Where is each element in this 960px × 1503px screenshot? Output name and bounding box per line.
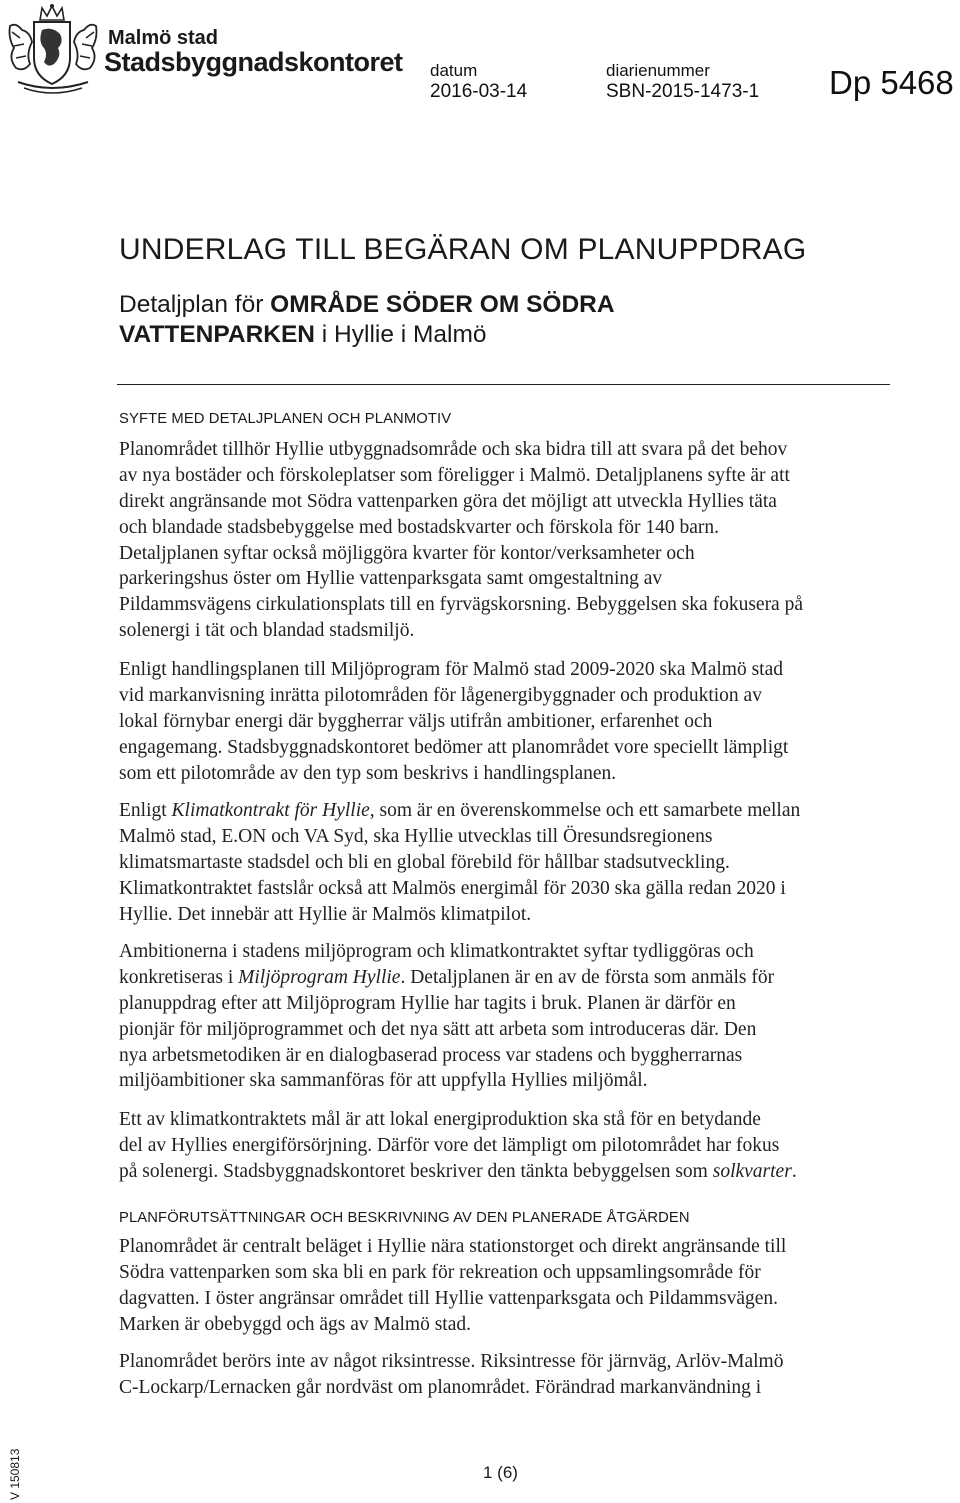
paragraph-line: pionjär för miljöprogrammet och det nya sätt att arbeta som introduceras där. Den [119, 1018, 757, 1040]
paragraph-line: och blandade stadsbebyggelse med bostadskvarter och förskola för 140 barn. [119, 516, 719, 538]
subtitle-prefix: Detaljplan för [119, 291, 271, 318]
paragraph-ambitioner [119, 939, 879, 1094]
subtitle-area-name-cont: VATTENPARKEN [119, 321, 315, 348]
paragraph-line [119, 798, 879, 824]
form-version-code: V 150813 [8, 1448, 22, 1500]
paragraph-line: solenergi i tät och blandad stadsmiljö. [119, 620, 415, 642]
malmo-coat-of-arms-logo [4, 2, 104, 98]
paragraph-line: vid markanvisning inrätta pilotområden för lågenergibyggnader och produktion av [119, 684, 762, 706]
paragraph-energiproduktion [119, 1107, 879, 1185]
paragraph-line: nya arbetsmetodiken är en dialogbaserad process var stadens och byggherrarnas [119, 1044, 743, 1066]
text-run: konkretiseras i [119, 966, 239, 988]
title-divider [117, 384, 890, 385]
italic-title: Miljöprogram Hyllie [238, 966, 401, 988]
paragraph-planomrade [119, 1234, 879, 1338]
paragraph-line [119, 1159, 879, 1185]
paragraph-line: av nya bostäder och förskoleplatser som föreligger i Malmö. Detaljplanens syfte är att [119, 464, 790, 486]
paragraph-line: direkt angränsande mot Södra vattenparken göra det möjligt att utveckla Hyllies täta [119, 490, 777, 512]
paragraph-klimatkontrakt [119, 798, 879, 927]
paragraph-line: Ett av klimatkontraktets mål är att lokal energiproduktion ska stå för en betydande [119, 1109, 761, 1130]
subtitle-location: i Hyllie i Malmö [315, 321, 487, 348]
paragraph-line: Planområdet tillhör Hyllie utbyggnadsområde och ska bidra till att svara på det behov [119, 439, 788, 460]
paragraph-line: Planområdet berörs inte av något riksintresse. Riksintresse för järnväg, Arlöv-Malmö [119, 1351, 784, 1372]
paragraph-line: parkeringshus öster om Hyllie vattenparksgata samt omgestaltning av [119, 568, 663, 590]
paragraph-line: miljöambitioner ska sammanföras för att uppfylla Hyllies miljömål. [119, 1070, 648, 1092]
paragraph-line: engagemang. Stadsbyggnadskontoret bedömer att planområdet vore speciellt lämpligt [119, 736, 789, 758]
paragraph-handlingsplan [119, 657, 879, 786]
paragraph-syfte [119, 437, 879, 644]
paragraph-line: Marken är obebyggd och ägs av Malmö stad. [119, 1313, 471, 1335]
subtitle-area-name: OMRÅDE SÖDER OM SÖDRA [270, 291, 615, 318]
italic-title: Klimatkontrakt för Hyllie [171, 800, 370, 821]
paragraph-line: som ett pilotområde av den typ som beskrivs i handlingsplanen. [119, 762, 617, 784]
org-name: Malmö stad [108, 27, 219, 49]
paragraph-line: planuppdrag efter att Miljöprogram Hyllie har tagits i bruk. Planen är därför en [119, 992, 736, 1014]
paragraph-line: del av Hyllies energiförsörjning. Därför vore det lämpligt om pilotområdet har fokus [119, 1134, 780, 1156]
text-run: , som är en överenskommelse och ett samarbete mellan [369, 800, 801, 821]
section-heading-syfte: SYFTE MED DETALJPLANEN OCH PLANMOTIV [119, 411, 452, 427]
paragraph-line: Ambitionerna i stadens miljöprogram och klimatkontraktet syftar tydliggöras och [119, 941, 754, 962]
text-run: . Detaljplanen är en av de första som anmäls för [400, 966, 775, 988]
text-run: på solenergi. Stadsbyggnadskontoret beskriver den tänkta bebyggelsen som [119, 1160, 713, 1182]
document-title: UNDERLAG TILL BEGÄRAN OM PLANUPPDRAG [119, 233, 807, 266]
italic-term: solkvarter [712, 1160, 792, 1182]
paragraph-line: Södra vattenparken som ska bli en park för rekreation och uppsamlingsområde för [119, 1261, 761, 1283]
paragraph-line: Klimatkontraktet fastslår också att Malmös energimål för 2030 ska gälla redan 2020 i [119, 877, 786, 899]
dp-number: Dp 5468 [829, 64, 954, 101]
paragraph-line: klimatsmartaste stadsdel och bli en global förebild för hållbar stadsutveckling. [119, 851, 730, 873]
text-run: . [791, 1160, 797, 1182]
paragraph-riksintresse [119, 1349, 879, 1401]
datum-label: datum [430, 61, 478, 80]
page-number: 1 (6) [483, 1463, 518, 1482]
datum-value: 2016-03-14 [430, 81, 528, 102]
diarienummer-label: diarienummer [606, 61, 710, 80]
document-subtitle [119, 290, 819, 350]
diarienummer-value: SBN-2015-1473-1 [606, 81, 760, 102]
paragraph-line: Detaljplanen syftar också möjliggöra kvarter för kontor/verksamheter och [119, 542, 695, 564]
paragraph-line: Enligt handlingsplanen till Miljöprogram för Malmö stad 2009-2020 ska Malmö stad [119, 659, 783, 680]
paragraph-line: Hyllie. Det innebär att Hyllie är Malmös klimatpilot. [119, 903, 532, 925]
paragraph-line: lokal förnybar energi där byggherrar väljs utifrån ambitioner, erfarenhet och [119, 710, 713, 732]
paragraph-line: Malmö stad, E.ON och VA Syd, ska Hyllie utvecklas till Öresundsregionens [119, 825, 713, 847]
text-run: Enligt [119, 800, 172, 821]
paragraph-line [119, 965, 879, 991]
paragraph-line: C-Lockarp/Lernacken går nordväst om planområdet. Förändrad markanvändning i [119, 1376, 762, 1398]
paragraph-line: Planområdet är centralt beläget i Hyllie nära stationstorget och direkt angränsande till [119, 1236, 787, 1257]
paragraph-line: Pildammsvägens cirkulationsplats till en fyrvägskorsning. Bebyggelsen ska fokusera på [119, 594, 803, 616]
department-name: Stadsbyggnadskontoret [104, 47, 403, 77]
section-heading-planforutsattningar: PLANFÖRUTSÄTTNINGAR OCH BESKRIVNING AV DEN PLANERADE ÅTGÄRDEN [119, 1210, 690, 1226]
paragraph-line: dagvatten. I öster angränsar området till Hyllie vattenparksgata och Pildammsvägen. [119, 1287, 779, 1309]
